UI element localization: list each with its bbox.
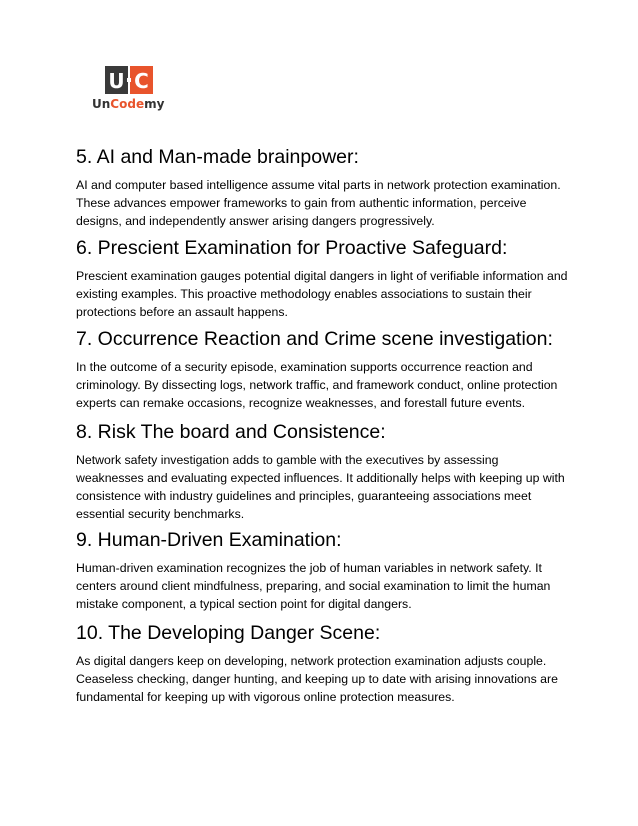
section-body: AI and computer based intelligence assume vital parts in network protection examination. These advances empower frameworks to gain from authentic information, perceive designs, and independently answer arising dangers progressively. xyxy=(76,178,561,228)
section-body: Network safety investigation adds to gamble with the executives by assessing weaknesses and evaluating expected influences. It additionally helps with keeping up with consistence with industry guidelines and principles, guaranteeing associations meet essential security benchmarks. xyxy=(76,453,565,521)
uncodemy-logo xyxy=(92,64,166,114)
section-heading: 6. Prescient Examination for Proactive Safeguard: xyxy=(76,237,508,259)
section-danger-scene xyxy=(76,620,568,706)
logo-wordmark-my: my xyxy=(144,97,165,111)
section-heading: 8. Risk The board and Consistence: xyxy=(76,421,386,443)
logo-letter-c: C xyxy=(134,69,149,93)
section-risk-consistence xyxy=(76,419,568,523)
section-ai xyxy=(76,144,568,230)
logo-letter-u: U xyxy=(108,69,125,93)
logo-wordmark-un: Un xyxy=(92,97,111,111)
section-occurrence-reaction xyxy=(76,326,568,412)
section-body: In the outcome of a security episode, examination supports occurrence reaction and criminology. By dissecting logs, network traffic, and framework conduct, online protection experts can remake occasions, recognize weaknesses, and forestall future events. xyxy=(76,360,558,410)
section-heading: 9. Human-Driven Examination: xyxy=(76,529,342,551)
section-body: As digital dangers keep on developing, network protection examination adjusts couple. Ceaseless checking, danger hunting, and keeping up to date with arising innovations are fundamental for keeping up with vigorous online protection measures. xyxy=(76,654,558,704)
section-prescient-examination xyxy=(76,235,568,321)
section-body: Human-driven examination recognizes the job of human variables in network safety. It centers around client mindfulness, preparing, and social examination to limit the human mistake component, a typical section point for digital dangers. xyxy=(76,561,551,611)
section-human-driven xyxy=(76,527,568,613)
section-heading: 5. AI and Man-made brainpower: xyxy=(76,146,359,168)
uc-logo-mark-icon xyxy=(104,64,154,96)
section-body: Prescient examination gauges potential digital dangers in light of verifiable information and existing examples. This proactive methodology enables associations to sustain their protections before an assault happens. xyxy=(76,269,568,319)
logo-wordmark xyxy=(92,97,166,111)
section-heading: 10. The Developing Danger Scene: xyxy=(76,622,381,644)
logo-wordmark-code: Code xyxy=(110,97,145,111)
section-heading: 7. Occurrence Reaction and Crime scene investigation: xyxy=(76,328,553,350)
